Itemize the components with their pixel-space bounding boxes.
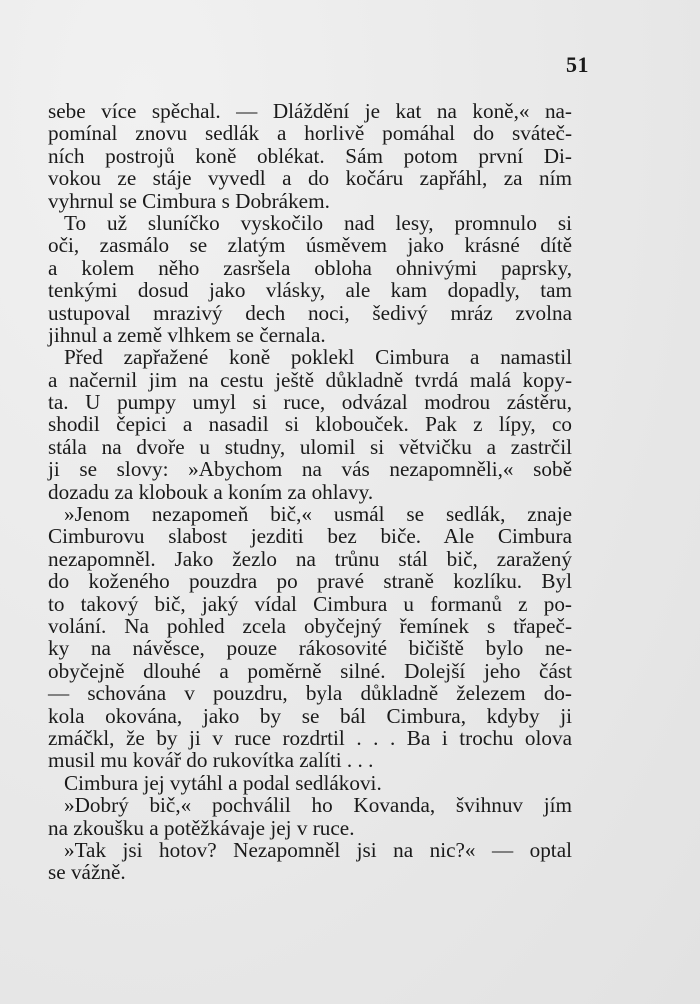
text-line: pomínal znovu sedlák a horlivě pomáhal do sváteč- (48, 121, 572, 146)
text-line: To už sluníčko vyskočilo nad lesy, promnulo si (64, 210, 572, 235)
text-line: nezapomněl. Jako žezlo na trůnu stál bič, zaražený (48, 546, 572, 571)
text-line: »Jenom nezapomeň bič,« usmál se sedlák, znaje (64, 502, 572, 527)
text-line: Cimbura jej vytáhl a podal sedlákovi. (64, 770, 382, 795)
text-line: sebe více spěchal. — Dláždění je kat na koně,« na- (48, 99, 572, 123)
text-line: obyčejně dlouhé a poměrně silné. Dolejší jeho část (48, 658, 572, 683)
text-line: dozadu za klobouk a koním za ohlavy. (48, 479, 374, 504)
body-text (48, 100, 572, 884)
text-line: zmáčkl, že by ji v ruce rozdrtil . . . Ba i trochu olova (48, 725, 572, 750)
text-line: to takový bič, jaký vídal Cimbura u formanů z po- (48, 591, 572, 616)
text-line: vokou ze stáje vyvedl a do kočáru zapřáhl, za ním (48, 166, 572, 191)
text-line: ky na návěsce, pouze rákosovité bičiště bylo ne- (48, 636, 572, 661)
text-line: na zkoušku a potěžkávaje jej v ruce. (48, 815, 355, 840)
text-line: shodil čepici a nasadil si klobouček. Pak z lípy, co (48, 412, 572, 437)
text-line: se vážně. (48, 860, 126, 885)
text-line: stála na dvoře u studny, ulomil si větvičku a zastrčil (48, 434, 572, 459)
text-line: a načernil jim na cestu ještě důkladně tvrdá malá kopy- (48, 367, 572, 392)
text-line: »Tak jsi hotov? Nezapomněl jsi na nic?« — optal (64, 837, 572, 862)
text-line: do koženého pouzdra po pravé straně kozlíku. Byl (48, 569, 572, 594)
text-line: vyhrnul se Cimbura s Dobrákem. (48, 188, 330, 213)
text-line: Cimburovu slabost jezditi bez biče. Ale Cimbura (48, 524, 572, 549)
text-line: Před zapřažené koně poklekl Cimbura a namastil (64, 345, 572, 370)
page-number: 51 (566, 52, 589, 77)
text-line: — schována v pouzdru, byla důkladně železem do- (48, 681, 572, 706)
text-line: musil mu kovář do rukovítka zalíti . . . (48, 748, 374, 773)
text-line: ta. U pumpy umyl si ruce, odvázal modrou zástěru, (48, 390, 572, 415)
text-line: volání. Na pohled zcela obyčejný řemínek s třapeč- (48, 613, 572, 638)
text-line: ních postrojů koně oblékat. Sám potom první Di- (48, 143, 572, 168)
text-line: kola okována, jako by se bál Cimbura, kdyby ji (48, 703, 572, 728)
text-line: tenkými dosud jako vlásky, ale kam dopadly, tam (48, 278, 572, 303)
text-line: jihnul a země vlhkem se černala. (48, 322, 326, 347)
text-line: a kolem něho zasršela obloha ohnivými paprsky, (48, 255, 572, 280)
text-line: oči, zasmálo se zlatým úsměvem jako krásné dítě (48, 233, 572, 258)
text-line: »Dobrý bič,« pochválil ho Kovanda, švihnuv jím (64, 793, 572, 818)
text-line: ji se slovy: »Abychom na vás nezapomněli,« sobě (48, 457, 572, 482)
text-line: ustupoval mrazivý dech noci, šedivý mráz zvolna (48, 300, 572, 325)
